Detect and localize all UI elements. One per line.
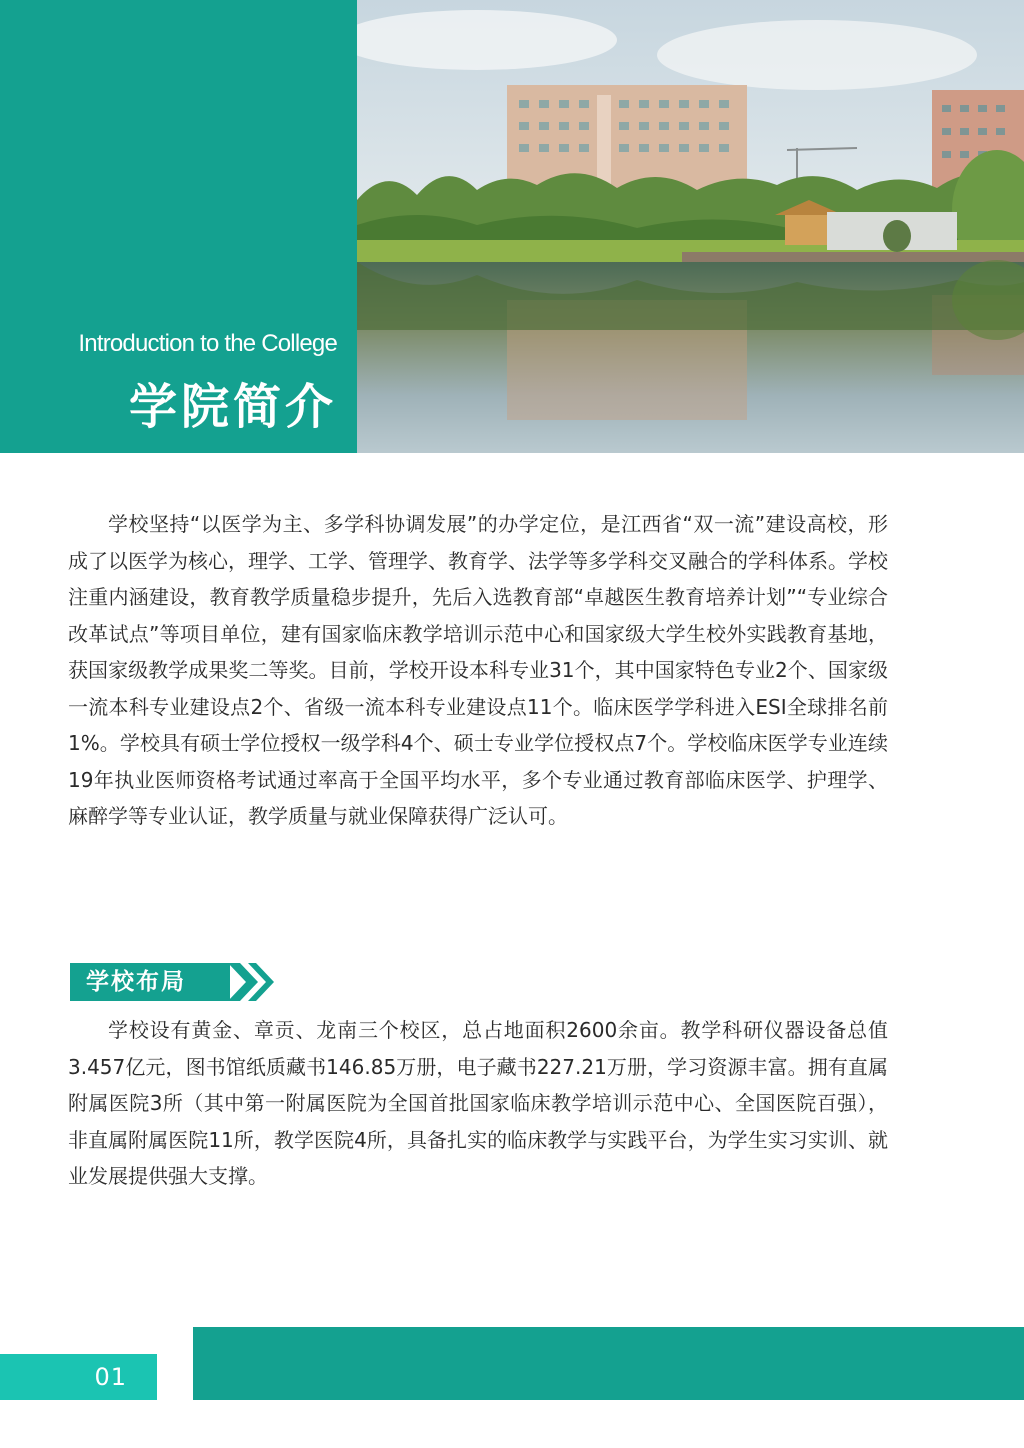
section-heading-campus-layout: 学校布局 — [70, 963, 230, 1001]
intro-paragraph: 学校坚持“以医学为主、多学科协调发展”的办学定位，是江西省“双一流”建设高校，形成了以医学为核心，理学、工学、管理学、教育学、法学等多学科交叉融合的学科体系。学校注重内涵建设，教育教学质量稳步提升，先后入选教育部“卓越医生教育培养计划”“专业综合改革试点”等项目单位，建有国家临床教学培训示范中心和国家级大学生校外实践教育基地，获国家级教学成果奖二等奖。目前，学校开设本科专业31个，其中国家特色专业2个、国家级一流本科专业建设点2个、省级一流本科专业建设点11个。临床医学学科进入ESI全球排名前1%。学校具有硕士学位授权一级学科4个、硕士专业学位授权点7个。学校临床医学专业连续19年执业医师资格考试通过率高于全国平均水平，多个专业通过教育部临床医学、护理学、麻醉学等专业认证，教学质量与就业保障获得广泛认可。 — [68, 512, 888, 828]
page-title-english: Introduction to the College — [78, 330, 337, 357]
header-title-block — [0, 0, 357, 453]
heading-stripes-decoration — [226, 963, 278, 1001]
campus-layout-paragraph: 学校设有黄金、章贡、龙南三个校区，总占地面积2600余亩。教学科研仪器设备总值3.457亿元，图书馆纸质藏书146.85万册，电子藏书227.21万册，学习资源丰富。拥有直属附属医院3所（其中第一附属医院为全国首批国家临床教学培训示范中心、全国医院百强），非直属附属医院11所，教学医院4所，具备扎实的临床教学与实践平台，为学生实习实训、就业发展提供强大支撑。 — [68, 1018, 888, 1188]
page-number: 01 — [0, 1354, 157, 1400]
footer-bar — [193, 1327, 1024, 1400]
page-title-chinese: 学院简介 — [128, 379, 337, 435]
campus-lake-photo — [357, 0, 1024, 453]
